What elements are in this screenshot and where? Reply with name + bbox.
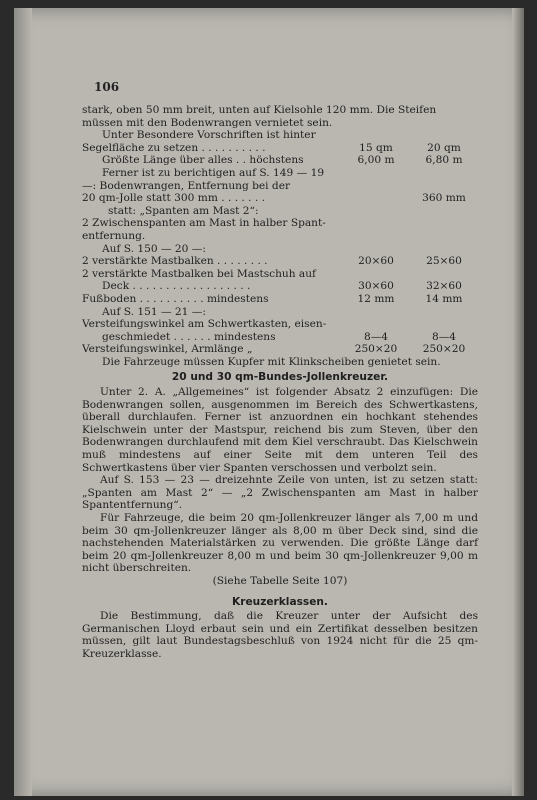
row-label: Auf S. 150 — 20 —: — [102, 242, 206, 255]
row-label: statt: „Spanten am Mast 2“: — [108, 204, 259, 217]
table-row — [82, 142, 478, 155]
row-label: 2 verstärkte Mastbalken bei Mastschuh auf — [82, 267, 316, 280]
table-row — [82, 268, 478, 281]
value-15qm: 6,00 m — [357, 154, 395, 167]
row-label: Fußboden . . . . . . . . . . mindestens — [82, 292, 269, 305]
table-row — [82, 280, 478, 293]
row-label: Segelfläche zu setzen . . . . . . . . . . — [82, 141, 266, 154]
table-row — [82, 230, 478, 243]
value-15qm: 30×60 — [358, 280, 394, 293]
row-label: 2 Zwischenspanten am Mast in halber Spant- — [82, 217, 326, 230]
paragraph: Die Bestimmung, daß die Kreuzer unter der Aufsicht des Germanischen Lloyd erbaut sein und ein Zertifikat desselben besitzen müssen, gilt laut Bundestagsbeschluß von 1924 nicht für die 25 qm-Kreuzerklasse. — [82, 610, 478, 660]
row-label: —: Bodenwrangen, Entfernung bei der — [82, 179, 291, 192]
table-row — [82, 205, 478, 218]
row-label: Größte Länge über alles . . höchstens — [102, 154, 304, 167]
page-text — [82, 104, 478, 661]
value-20qm: 14 mm — [425, 292, 463, 305]
row-label: Versteifungswinkel am Schwertkasten, eisen- — [82, 318, 327, 331]
spec-table — [82, 142, 478, 356]
value-20qm: 6,80 m — [425, 154, 463, 167]
row-label: Ferner ist zu berichtigen auf S. 149 — 19 — [102, 166, 325, 179]
value-15qm: 15 qm — [359, 141, 393, 154]
table-row — [82, 192, 478, 205]
section-heading-kreuzerklassen: Kreuzerklassen. — [232, 595, 328, 608]
table-note: Die Fahrzeuge müssen Kupfer mit Klinkscheiben genietet sein. — [102, 355, 441, 368]
table-row — [82, 255, 478, 268]
paragraph: Auf S. 153 — 23 — dreizehnte Zeile von unten, ist zu setzen statt: „Spanten am Mast 2“ — „2 Zwischenspanten am Mast in halber Spantentfernung“. — [82, 474, 478, 512]
table-row — [82, 343, 478, 356]
section-heading-jollenkreuzer: 20 und 30 qm-Bundes-Jollenkreuzer. — [171, 371, 389, 384]
value-20qm: 8—4 — [431, 330, 457, 343]
page-spine-shadow — [14, 8, 32, 796]
text-line: müssen mit den Bodenwrangen vernietet sein. — [82, 116, 333, 129]
row-label: Deck . . . . . . . . . . . . . . . . . . — [102, 280, 251, 293]
page-number: 106 — [94, 80, 120, 94]
row-label: 20 qm-Jolle statt 300 mm . . . . . . . — [82, 192, 266, 205]
text-line: Unter Besondere Vorschriften ist hinter — [102, 129, 316, 142]
value-20qm: 20 qm — [427, 141, 461, 154]
value-15qm: 12 mm — [357, 292, 395, 305]
row-label: 2 verstärkte Mastbalken . . . . . . . . — [82, 255, 268, 268]
value-20qm: 32×60 — [426, 280, 462, 293]
table-reference: (Siehe Tabelle Seite 107) — [212, 574, 348, 587]
page-edge-shadow — [512, 8, 524, 796]
table-row — [82, 167, 478, 180]
table-row — [82, 318, 478, 331]
value-20qm: 360 mm — [422, 192, 466, 205]
table-row — [82, 154, 478, 167]
row-label: Auf S. 151 — 21 —: — [102, 305, 206, 318]
table-row — [82, 306, 478, 319]
row-label: geschmiedet . . . . . . mindestens — [102, 330, 276, 343]
table-row — [82, 331, 478, 344]
value-15qm: 20×60 — [358, 255, 394, 268]
paragraph: Für Fahrzeuge, die beim 20 qm-Jollenkreuzer länger als 7,00 m und beim 30 qm-Jollenkreuzer länger als 8,00 m über Deck sind, sind die nachstehenden Materialstärken zu verwenden. Die größte Länge darf beim 20 qm-Jollenkreuzer 8,00 m und beim 30 qm-Jollenkreuzer 9,00 m nicht überschreiten. — [82, 512, 478, 575]
text-line: stark, oben 50 mm breit, unten auf Kielsohle 120 mm. Die Steifen — [82, 104, 437, 116]
row-label: Versteifungswinkel, Armlänge „ — [82, 343, 253, 356]
table-row — [82, 180, 478, 193]
paragraph: Unter 2. A. „Allgemeines“ ist folgender Absatz 2 einzufügen: Die Bodenwrangen sollen, ausgenommen im Bereich des Schwertkastens, überall durchlaufen. Ferner ist anzuordnen ein hochkant stehendes Kielschwein unter der Mastspur, reichend bis zum Steven, über den Bodenwrangen durchlaufend mit dem Kiel verschraubt. Das Kielschwein muß mindestens auf einer Seite mit dem unteren Teil des Schwertkastens über vier Spanten verschossen und verbolzt sein. — [82, 386, 478, 474]
value-15qm: 250×20 — [354, 343, 398, 356]
table-row — [82, 217, 478, 230]
table-row — [82, 293, 478, 306]
value-20qm: 25×60 — [426, 255, 462, 268]
value-20qm: 250×20 — [422, 343, 466, 356]
table-row — [82, 243, 478, 256]
row-label: entfernung. — [82, 229, 146, 242]
value-15qm: 8—4 — [363, 330, 389, 343]
